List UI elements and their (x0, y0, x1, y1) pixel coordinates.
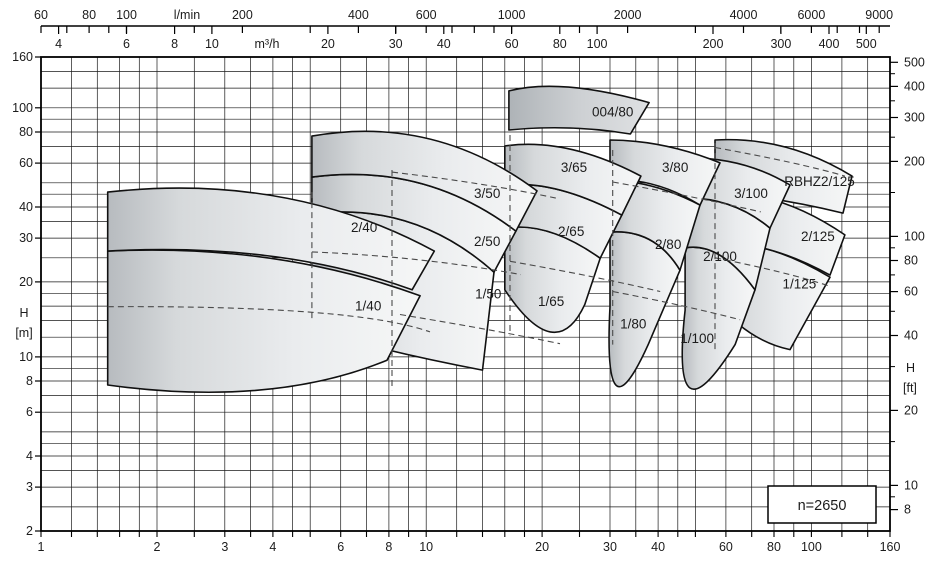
axis-right-labels (903, 55, 925, 516)
svg-text:80: 80 (82, 8, 97, 22)
svg-text:500: 500 (904, 55, 925, 70)
left-unit-h: H (19, 306, 29, 320)
envelope-label-1-125: 1/125 (782, 276, 817, 292)
envelope-label-2-100: 2/100 (703, 248, 737, 264)
speed-annotation-text: n=2650 (797, 498, 847, 514)
svg-text:8: 8 (385, 540, 393, 554)
axis-top-m3h (59, 26, 867, 34)
svg-text:6: 6 (26, 405, 33, 420)
svg-text:200: 200 (231, 8, 253, 22)
svg-text:1000: 1000 (497, 8, 526, 22)
svg-text:80: 80 (19, 125, 33, 139)
svg-text:20: 20 (535, 540, 550, 554)
svg-text:30: 30 (388, 37, 403, 51)
lmin-unit-label: l/min (173, 8, 201, 22)
envelope-label-3-100: 3/100 (734, 186, 768, 201)
axis-bottom (41, 531, 890, 537)
envelope-label-3-80: 3/80 (662, 160, 689, 176)
svg-text:4000: 4000 (729, 8, 758, 22)
envelope-label-004-80: 004/80 (592, 104, 634, 120)
svg-text:3: 3 (26, 480, 33, 495)
svg-text:8: 8 (26, 374, 33, 388)
svg-text:2: 2 (26, 524, 33, 538)
svg-text:2000: 2000 (613, 8, 642, 22)
left-unit-m: [m] (15, 326, 33, 340)
svg-text:40: 40 (904, 328, 918, 343)
svg-text:1: 1 (37, 540, 45, 554)
svg-text:20: 20 (904, 403, 918, 418)
svg-text:100: 100 (904, 229, 925, 244)
envelope-label-2-80: 2/80 (655, 237, 682, 253)
svg-text:160: 160 (879, 540, 901, 554)
svg-text:6: 6 (123, 37, 130, 51)
svg-text:400: 400 (818, 37, 840, 51)
svg-text:10: 10 (904, 478, 918, 493)
svg-text:80: 80 (904, 253, 918, 268)
envelope-label-2-125: 2/125 (801, 229, 835, 244)
envelope-label-3-65: 3/65 (560, 160, 588, 176)
right-unit-ft: [ft] (903, 381, 917, 395)
speed-annotation (768, 486, 876, 523)
envelope-label-3-50: 3/50 (474, 186, 501, 202)
svg-text:400: 400 (347, 8, 369, 22)
svg-text:8: 8 (171, 37, 179, 51)
svg-text:600: 600 (415, 8, 437, 22)
svg-text:30: 30 (603, 540, 617, 554)
svg-text:200: 200 (904, 154, 925, 169)
svg-text:10: 10 (419, 540, 434, 554)
envelope-label-2-50: 2/50 (474, 234, 501, 250)
svg-text:80: 80 (552, 37, 567, 51)
svg-text:20: 20 (320, 37, 335, 51)
envelope-label-rbhz2-125: RBHZ2/125 (784, 174, 855, 189)
right-unit-h: H (906, 361, 916, 375)
svg-text:200: 200 (702, 37, 724, 51)
envelope-label-1-40: 1/40 (355, 298, 382, 314)
m3h-unit-label: m³/h (254, 37, 280, 51)
svg-text:100: 100 (586, 37, 608, 51)
svg-text:160: 160 (12, 50, 33, 64)
svg-text:60: 60 (34, 8, 48, 22)
svg-text:400: 400 (904, 79, 925, 94)
svg-text:40: 40 (436, 37, 451, 51)
svg-text:100: 100 (116, 8, 137, 22)
svg-text:6000: 6000 (797, 8, 826, 22)
svg-text:80: 80 (767, 540, 781, 554)
svg-text:9000: 9000 (865, 8, 894, 22)
svg-text:100: 100 (12, 100, 33, 115)
axis-left-labels (12, 50, 33, 538)
svg-text:100: 100 (800, 540, 822, 554)
envelope-label-2-65: 2/65 (558, 224, 585, 240)
axis-top-lmin (41, 26, 890, 33)
svg-text:4: 4 (269, 540, 277, 554)
svg-text:300: 300 (770, 37, 792, 51)
svg-text:10: 10 (19, 349, 33, 364)
axis-bottom-labels (38, 540, 901, 554)
envelope-label-1-100: 1/100 (680, 331, 714, 346)
axis-top-m3h-labels (55, 37, 877, 51)
svg-text:8: 8 (904, 502, 911, 517)
svg-text:6: 6 (337, 540, 345, 554)
svg-text:10: 10 (204, 37, 219, 51)
envelope-label-1-80: 1/80 (620, 316, 647, 332)
svg-text:4: 4 (26, 449, 33, 463)
envelope-label-2-40: 2/40 (350, 220, 378, 236)
svg-text:300: 300 (904, 110, 925, 125)
svg-text:60: 60 (504, 37, 519, 51)
axis-top-lmin-labels (34, 8, 893, 22)
svg-text:40: 40 (651, 540, 666, 554)
svg-text:60: 60 (19, 156, 33, 171)
svg-text:3: 3 (221, 540, 229, 554)
svg-text:4: 4 (55, 37, 63, 51)
svg-text:60: 60 (718, 540, 733, 554)
svg-text:2: 2 (153, 540, 161, 554)
svg-text:60: 60 (904, 284, 918, 299)
axis-right (890, 62, 898, 509)
svg-text:500: 500 (855, 37, 877, 51)
svg-text:40: 40 (19, 200, 33, 214)
envelope-label-1-50: 1/50 (475, 286, 502, 302)
svg-text:30: 30 (19, 231, 33, 246)
svg-text:20: 20 (19, 274, 33, 289)
envelope-label-1-65: 1/65 (537, 294, 565, 310)
